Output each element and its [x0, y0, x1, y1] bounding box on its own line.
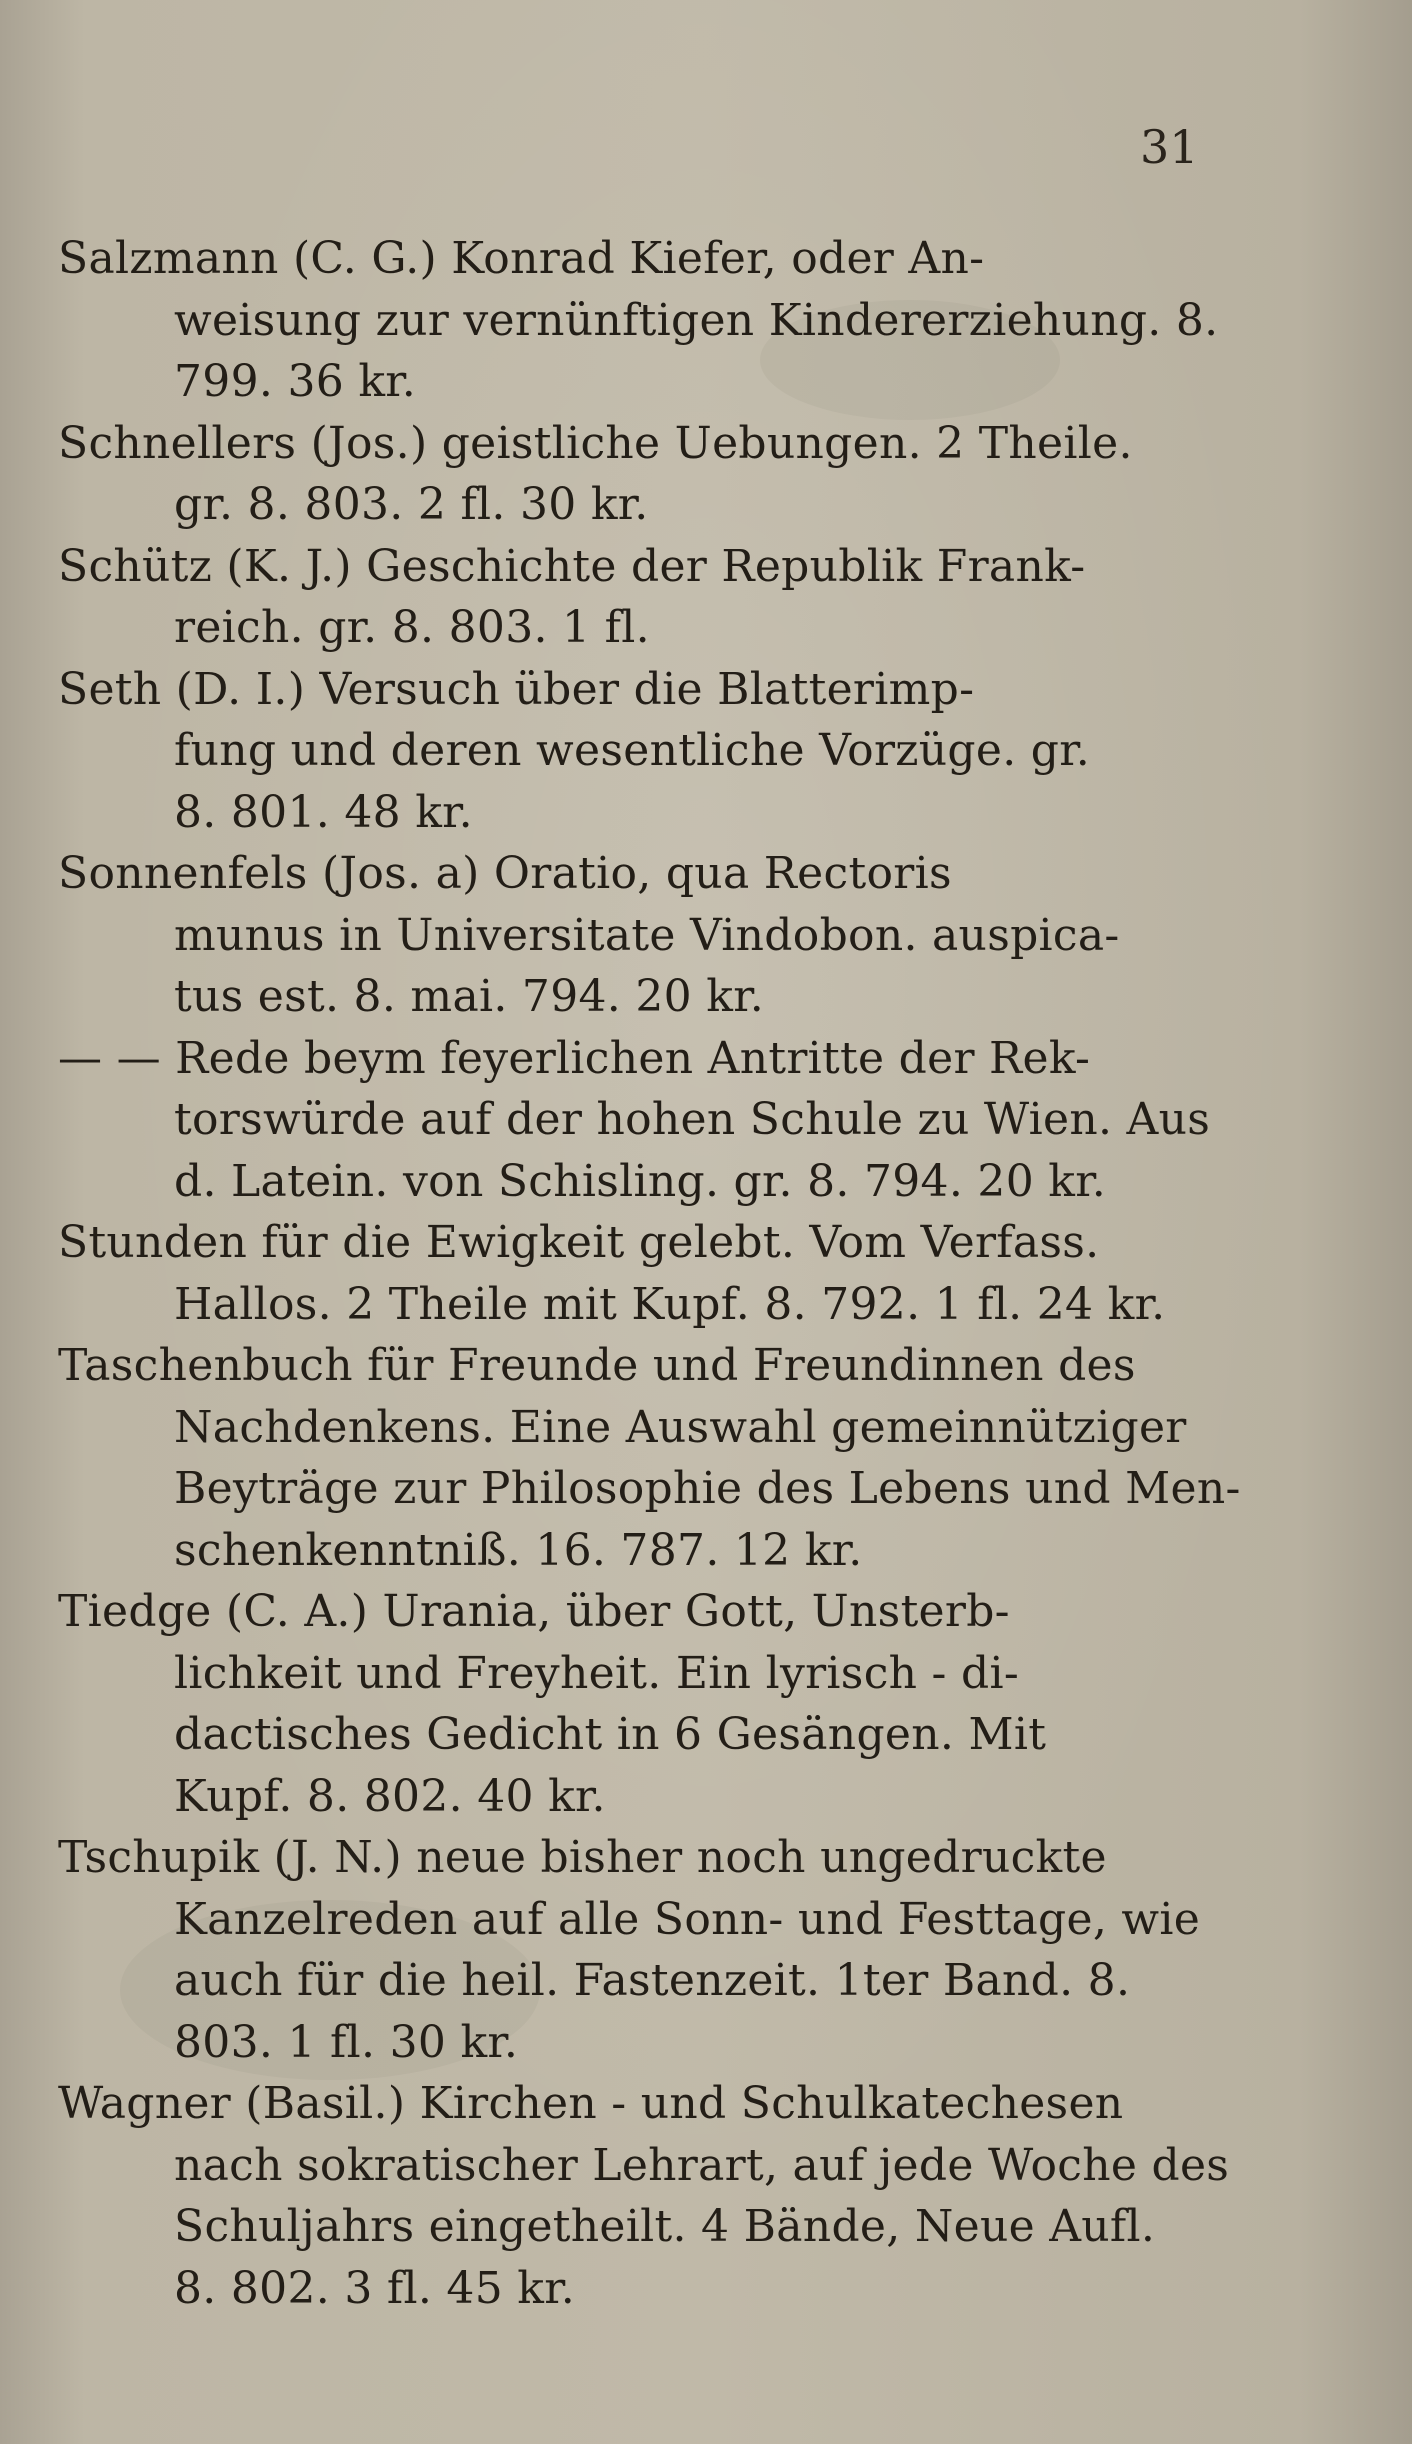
entry-line: lichkeit und Freyheit. Ein lyrisch - di- — [174, 1647, 1020, 1699]
catalog-entry — [58, 1212, 1228, 1335]
entry-line: Schnellers (Jos.) geistliche Uebungen. 2 Theile. — [58, 417, 1133, 469]
catalog-entry — [58, 1827, 1228, 2073]
entry-line: nach sokratischer Lehrart, auf jede Woche des — [174, 2139, 1230, 2191]
entry-line: 803. 1 fl. 30 kr. — [174, 2016, 519, 2068]
entry-line: 8. 801. 48 kr. — [174, 786, 473, 838]
entry-line: 8. 802. 3 fl. 45 kr. — [174, 2262, 576, 2314]
entry-line: schenkenntniß. 16. 787. 12 kr. — [174, 1524, 863, 1576]
entry-line: Nachdenkens. Eine Auswahl gemeinnütziger — [174, 1401, 1187, 1453]
entry-line: Beyträge zur Philosophie des Lebens und Men- — [174, 1463, 1241, 1514]
entry-line: Hallos. 2 Theile mit Kupf. 8. 792. 1 fl. 24 kr. — [174, 1278, 1166, 1330]
entry-line: munus in Universitate Vindobon. auspica- — [174, 909, 1120, 961]
entry-line: tus est. 8. mai. 794. 20 kr. — [174, 971, 765, 1022]
catalog-entry — [58, 413, 1228, 536]
catalog-entry — [58, 1028, 1228, 1213]
entry-line: — — Rede beym feyerlichen Antritte der Rek- — [58, 1032, 1091, 1084]
entry-line: Salzmann (C. G.) Konrad Kiefer, oder An- — [58, 233, 985, 284]
catalog-entry — [58, 536, 1228, 659]
entry-line: Schuljahrs eingetheilt. 4 Bände, Neue Aufl. — [174, 2201, 1156, 2252]
catalog-entry — [58, 2073, 1228, 2319]
entry-line: Kanzelreden auf alle Sonn- und Festtage, wie — [174, 1893, 1201, 1945]
entry-line: Seth (D. I.) Versuch über die Blatterimp- — [58, 663, 975, 715]
entry-line: gr. 8. 803. 2 fl. 30 kr. — [174, 479, 649, 530]
catalog-entry — [58, 1335, 1241, 1581]
entry-line: weisung zur vernünftigen Kindererziehung. 8. — [174, 294, 1219, 346]
catalog-entry — [58, 659, 1228, 844]
entry-line: Tschupik (J. N.) neue bisher noch ungedruckte — [58, 1832, 1107, 1883]
entry-line: fung und deren wesentliche Vorzüge. gr. — [174, 725, 1091, 776]
catalog-entries — [58, 228, 1241, 2319]
entry-line: 799. 36 kr. — [174, 356, 417, 407]
entry-line: Schütz (K. J.) Geschichte der Republik Frank- — [58, 540, 1086, 592]
entry-line: torswürde auf der hohen Schule zu Wien. Aus — [174, 1094, 1211, 1145]
entry-line: Tiedge (C. A.) Urania, über Gott, Unsterb- — [58, 1586, 1010, 1637]
entry-line: Wagner (Basil.) Kirchen - und Schulkatechesen — [58, 2078, 1124, 2129]
entry-line: Sonnenfels (Jos. a) Oratio, qua Rectoris — [58, 848, 952, 899]
page-number: 31 — [1140, 120, 1199, 174]
entry-line: Stunden für die Ewigkeit gelebt. Vom Verfass. — [58, 1217, 1100, 1268]
entry-line: Kupf. 8. 802. 40 kr. — [174, 1770, 606, 1822]
entry-line: Taschenbuch für Freunde und Freundinnen des — [58, 1340, 1136, 1391]
entry-line: reich. gr. 8. 803. 1 fl. — [174, 602, 650, 653]
entry-line: auch für die heil. Fastenzeit. 1ter Band. 8. — [174, 1955, 1131, 2006]
catalog-entry — [58, 228, 1228, 413]
catalog-entry — [58, 843, 1228, 1028]
entry-line: dactisches Gedicht in 6 Gesängen. Mit — [174, 1709, 1047, 1760]
catalog-entry — [58, 1581, 1228, 1827]
entry-line: d. Latein. von Schisling. gr. 8. 794. 20 kr. — [174, 1155, 1107, 1207]
